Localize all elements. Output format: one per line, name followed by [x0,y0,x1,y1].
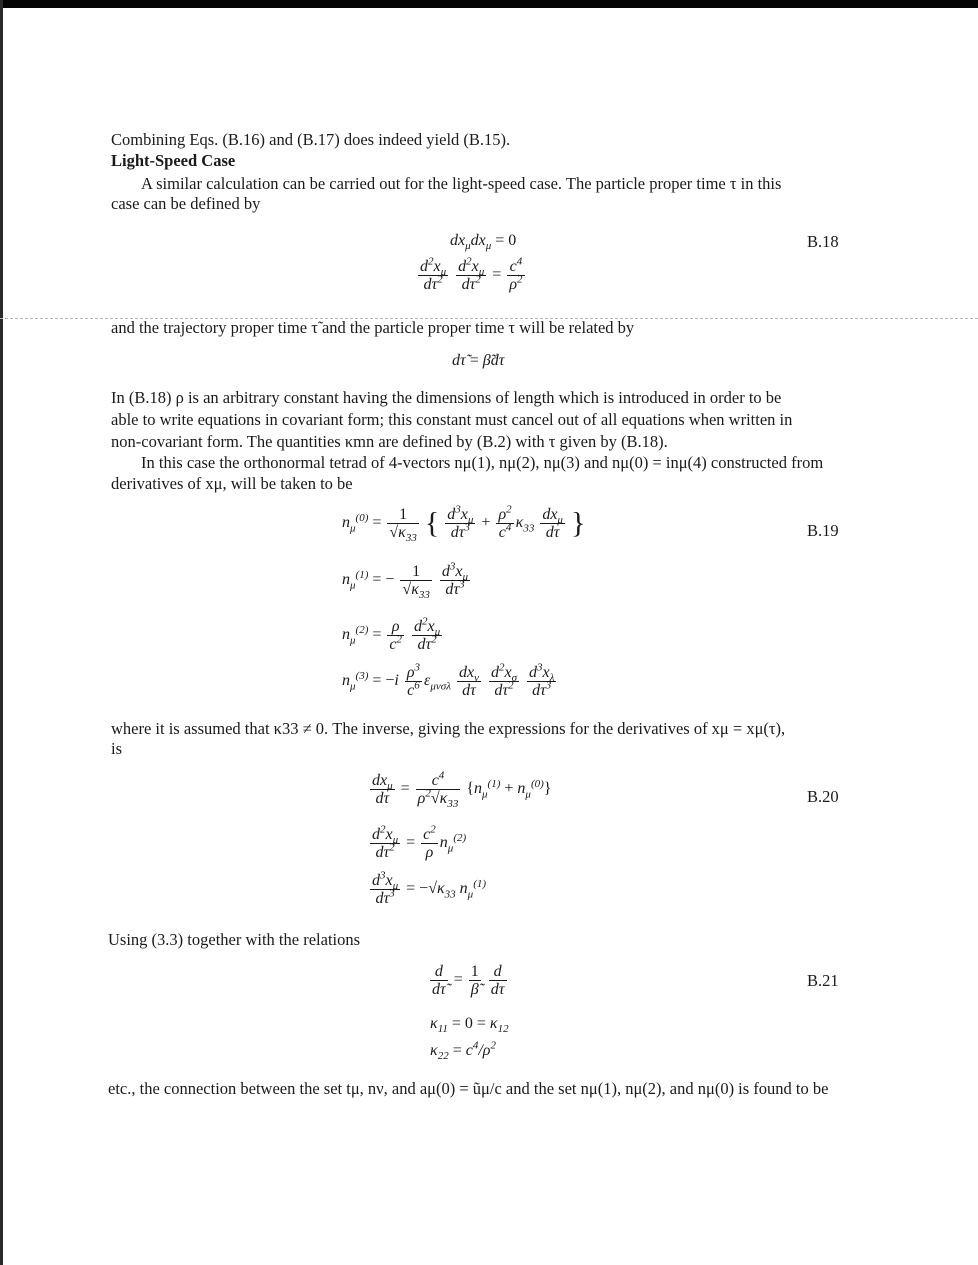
paragraph-rho-line3: non-covariant form. The quantities κmn are defined by (B.2) with τ given by (B.18). [111,432,668,451]
equation-b19-n2: $n_\mu^{(2)}$ = $\frac{\rho}{c^2}$ $\frac{d^2x_\mu}{d\tau^2}$ [342,615,441,653]
equation-b21-line1: $\frac{d}{d\taũ}$ = $\frac{1}{\betã}$ $\frac{d}{d\tau}$ [432,963,505,998]
equation-b19-n1: $n_\mu^{(1)}$ = − $\frac{1}{√\kappa_{33}}$ $\frac{d^3x_\mu}{d\tau^3}$ [342,560,469,602]
equation-label-b19: B.19 [807,521,839,540]
paragraph-inverse-line1: where it is assumed that κ33 ≠ 0. The inverse, giving the expressions for the derivatives of xμ = xμ(τ), [111,719,786,738]
equation-b21-line3: $\kappa_{22} = c^4/\rho^2$ [430,1039,496,1063]
paragraph-connection: etc., the connection between the set tμ, nν, and aμ(0) = ũμ/c and the set nμ(1), nμ(2), and nμ(0) is found to be [108,1079,829,1098]
equation-b19-n0: $n_\mu^{(0)}$ = $\frac{1}{√\kappa_{33}}$ { $\frac{d^3x_\mu}{d\tau^3}$ + $\frac{\rho^2}{c^4}$ $\kappa_{33}$ $\frac{dx_\mu}{d\tau}$ } [342,503,586,545]
equation-b20-line2: $\frac{d^2x_\mu}{d\tau^2}$ = $\frac{c^2}{\rho}$ $n_\mu^{(2)}$ [372,823,467,861]
equation-label-b18: B.18 [807,232,839,251]
paragraph-similar-line1: A similar calculation can be carried out for the light-speed case. The particle proper time τ in this [141,174,782,193]
equation-b18-line2: $\frac{d^2x_\mu}{d\tau^2}$ $\frac{d^2x_\mu}{d\tau^2}$ = $\frac{c^4}{\rho^2}$ [420,255,523,293]
equation-b20-line1: $\frac{dx_\mu}{d\tau}$ = $\frac{c^4}{\rho^2√\kappa_{33}}$ $\{n_\mu^{(1)} + n_\mu^{(0)}\}$ [372,769,552,811]
paragraph-similar-line2: case can be defined by [111,194,261,213]
paragraph-tetrad-line2: derivatives of xμ, will be taken to be [111,474,353,493]
paragraph-using: Using (3.3) together with the relations [108,930,361,949]
equation-label-b20: B.20 [807,787,839,806]
paragraph-inverse-line2: is [111,739,123,758]
paragraph-tetrad-line1: In this case the orthonormal tetrad of 4-vectors nμ(1), nμ(2), nμ(3) and nμ(0) = inμ(4) constructed from [141,453,824,472]
paragraph-trajectory: and the trajectory proper time τ̃ and the particle proper time τ will be related by [111,318,635,337]
equation-dtau-relation: dτ̃ = β̃dτ [452,352,505,369]
scan-left-border [0,0,3,1265]
paragraph-rho-line2: able to write equations in covariant form; this constant must cancel out of all equations when written in [111,410,793,429]
equation-label-b21: B.21 [807,971,839,990]
paragraph-combining: Combining Eqs. (B.16) and (B.17) does indeed yield (B.15). [111,130,511,149]
equation-b19-n3: $n_\mu^{(3)} = -i$ $\frac{\rho^3}{c^6}$ $\varepsilon_{\mu\nu\sigma\lambda}$ $\frac{dx_\nu}{d\tau}$ $\frac{d^2x_\sigma}{d\tau^2}$ $\frac{d^3x_\lambda}{d\tau^3}$ [342,661,555,699]
equation-b21-line2: $\kappa_{11} = 0 = \kappa_{12}$ [430,1015,509,1036]
equation-b20-line3: $\frac{d^3x_\mu}{d\tau^3}$ = $-√\kappa_{33}$ $n_\mu^{(1)}$ [372,869,487,907]
scan-top-border [0,0,978,8]
section-heading: Light-Speed Case [111,151,236,170]
equation-b18-line1: $dx_\mu dx_\mu = 0$ [450,232,517,253]
paragraph-rho-line1: In (B.18) ρ is an arbitrary constant having the dimensions of length which is introduced in order to be [111,388,782,407]
